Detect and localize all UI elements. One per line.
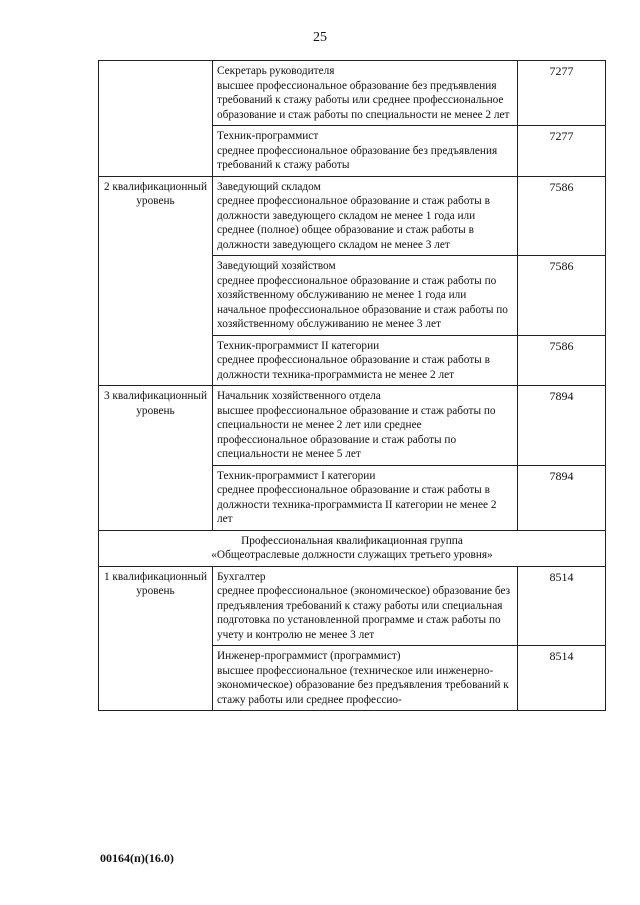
position-cell xyxy=(213,256,518,336)
salary-value-cell: 7586 xyxy=(518,256,606,336)
position-requirements: высшее профессиональное (техническое или инженерно-экономическое) образование без предъявления требований к стажу работы или среднее профессио- xyxy=(217,664,509,706)
position-cell xyxy=(213,465,518,530)
salary-value-cell: 7894 xyxy=(518,386,606,466)
qualification-level-cell: 2 квалификационный уровень xyxy=(99,176,213,386)
salary-value-cell: 7586 xyxy=(518,176,606,256)
position-requirements: высшее профессиональное образование и стаж работы по специальности не менее 2 лет или среднее профессиональное образование и стаж работы по специальности не менее 5 лет xyxy=(217,404,496,460)
position-title: Инженер-программист (программист) xyxy=(217,650,401,662)
position-requirements: среднее профессиональное образование без предъявления требований к стажу работы xyxy=(217,144,498,171)
position-cell xyxy=(213,335,518,386)
position-title: Бухгалтер xyxy=(217,570,266,583)
table-row xyxy=(99,176,606,256)
table-row xyxy=(99,566,606,646)
position-requirements: среднее профессиональное образование и стаж работы по хозяйственному обслуживанию не менее 1 года или начальное профессиональное образование и стаж работы по хозяйственному обслуживанию не менее 3 лет xyxy=(217,274,508,330)
group-header-row xyxy=(99,530,606,566)
salary-value-cell: 7277 xyxy=(518,61,606,126)
position-title: Заведующий хозяйством xyxy=(217,260,336,272)
position-cell xyxy=(213,126,518,177)
position-requirements: среднее профессиональное (экономическое) образование без предъявления требований к стажу работы или специальная подготовка по установленной программе и стаж работы по учету и контролю не менее 3 лет xyxy=(217,585,511,641)
qualification-level-cell: 1 квалификационный уровень xyxy=(99,566,213,711)
group-header-cell xyxy=(99,530,606,566)
position-cell xyxy=(213,386,518,466)
salary-value-cell: 8514 xyxy=(518,566,606,646)
table-row xyxy=(99,386,606,466)
position-requirements: среднее профессиональное образование и стаж работы в должности техника-программиста не менее 2 лет xyxy=(217,354,490,381)
group-subtitle-line: «Общеотраслевые должности служащих третьего уровня» xyxy=(211,549,493,561)
document-code: 00164(п)(16.0) xyxy=(100,851,174,865)
salary-value-cell: 7586 xyxy=(518,335,606,386)
qualification-level-cell: 3 квалификационный уровень xyxy=(99,386,213,531)
position-title: Техник-программист II категории xyxy=(217,339,380,352)
qualification-level-cell xyxy=(99,61,213,177)
position-requirements: высшее профессиональное образование без предъявления требований к стажу работы или среднее профессиональное образование и стаж работы по специальности не менее 2 лет xyxy=(217,79,510,121)
group-title-line: Профессиональная квалификационная группа xyxy=(241,534,463,547)
table-row xyxy=(99,61,606,126)
salary-value-cell: 7894 xyxy=(518,465,606,530)
position-requirements: среднее профессиональное образование и стаж работы в должности техника-программиста II категории не менее 2 лет xyxy=(217,484,497,525)
position-requirements: среднее профессиональное образование и стаж работы в должности заведующего складом не менее 1 года или среднее (полное) общее образование и стаж работы в должности заведующего складом не менее 3 лет xyxy=(217,195,490,251)
position-title: Заведующий складом xyxy=(217,180,321,193)
position-cell xyxy=(213,61,518,126)
position-title: Секретарь руководителя xyxy=(217,65,335,77)
position-title: Начальник хозяйственного отдела xyxy=(217,390,381,402)
position-cell xyxy=(213,646,518,711)
position-cell xyxy=(213,566,518,646)
salary-table xyxy=(98,60,606,711)
position-title: Техник-программист xyxy=(217,130,319,142)
position-title: Техник-программист I категории xyxy=(217,469,376,482)
salary-value-cell: 8514 xyxy=(518,646,606,711)
page-number: 25 xyxy=(313,30,327,45)
salary-value-cell: 7277 xyxy=(518,126,606,177)
position-cell xyxy=(213,176,518,256)
